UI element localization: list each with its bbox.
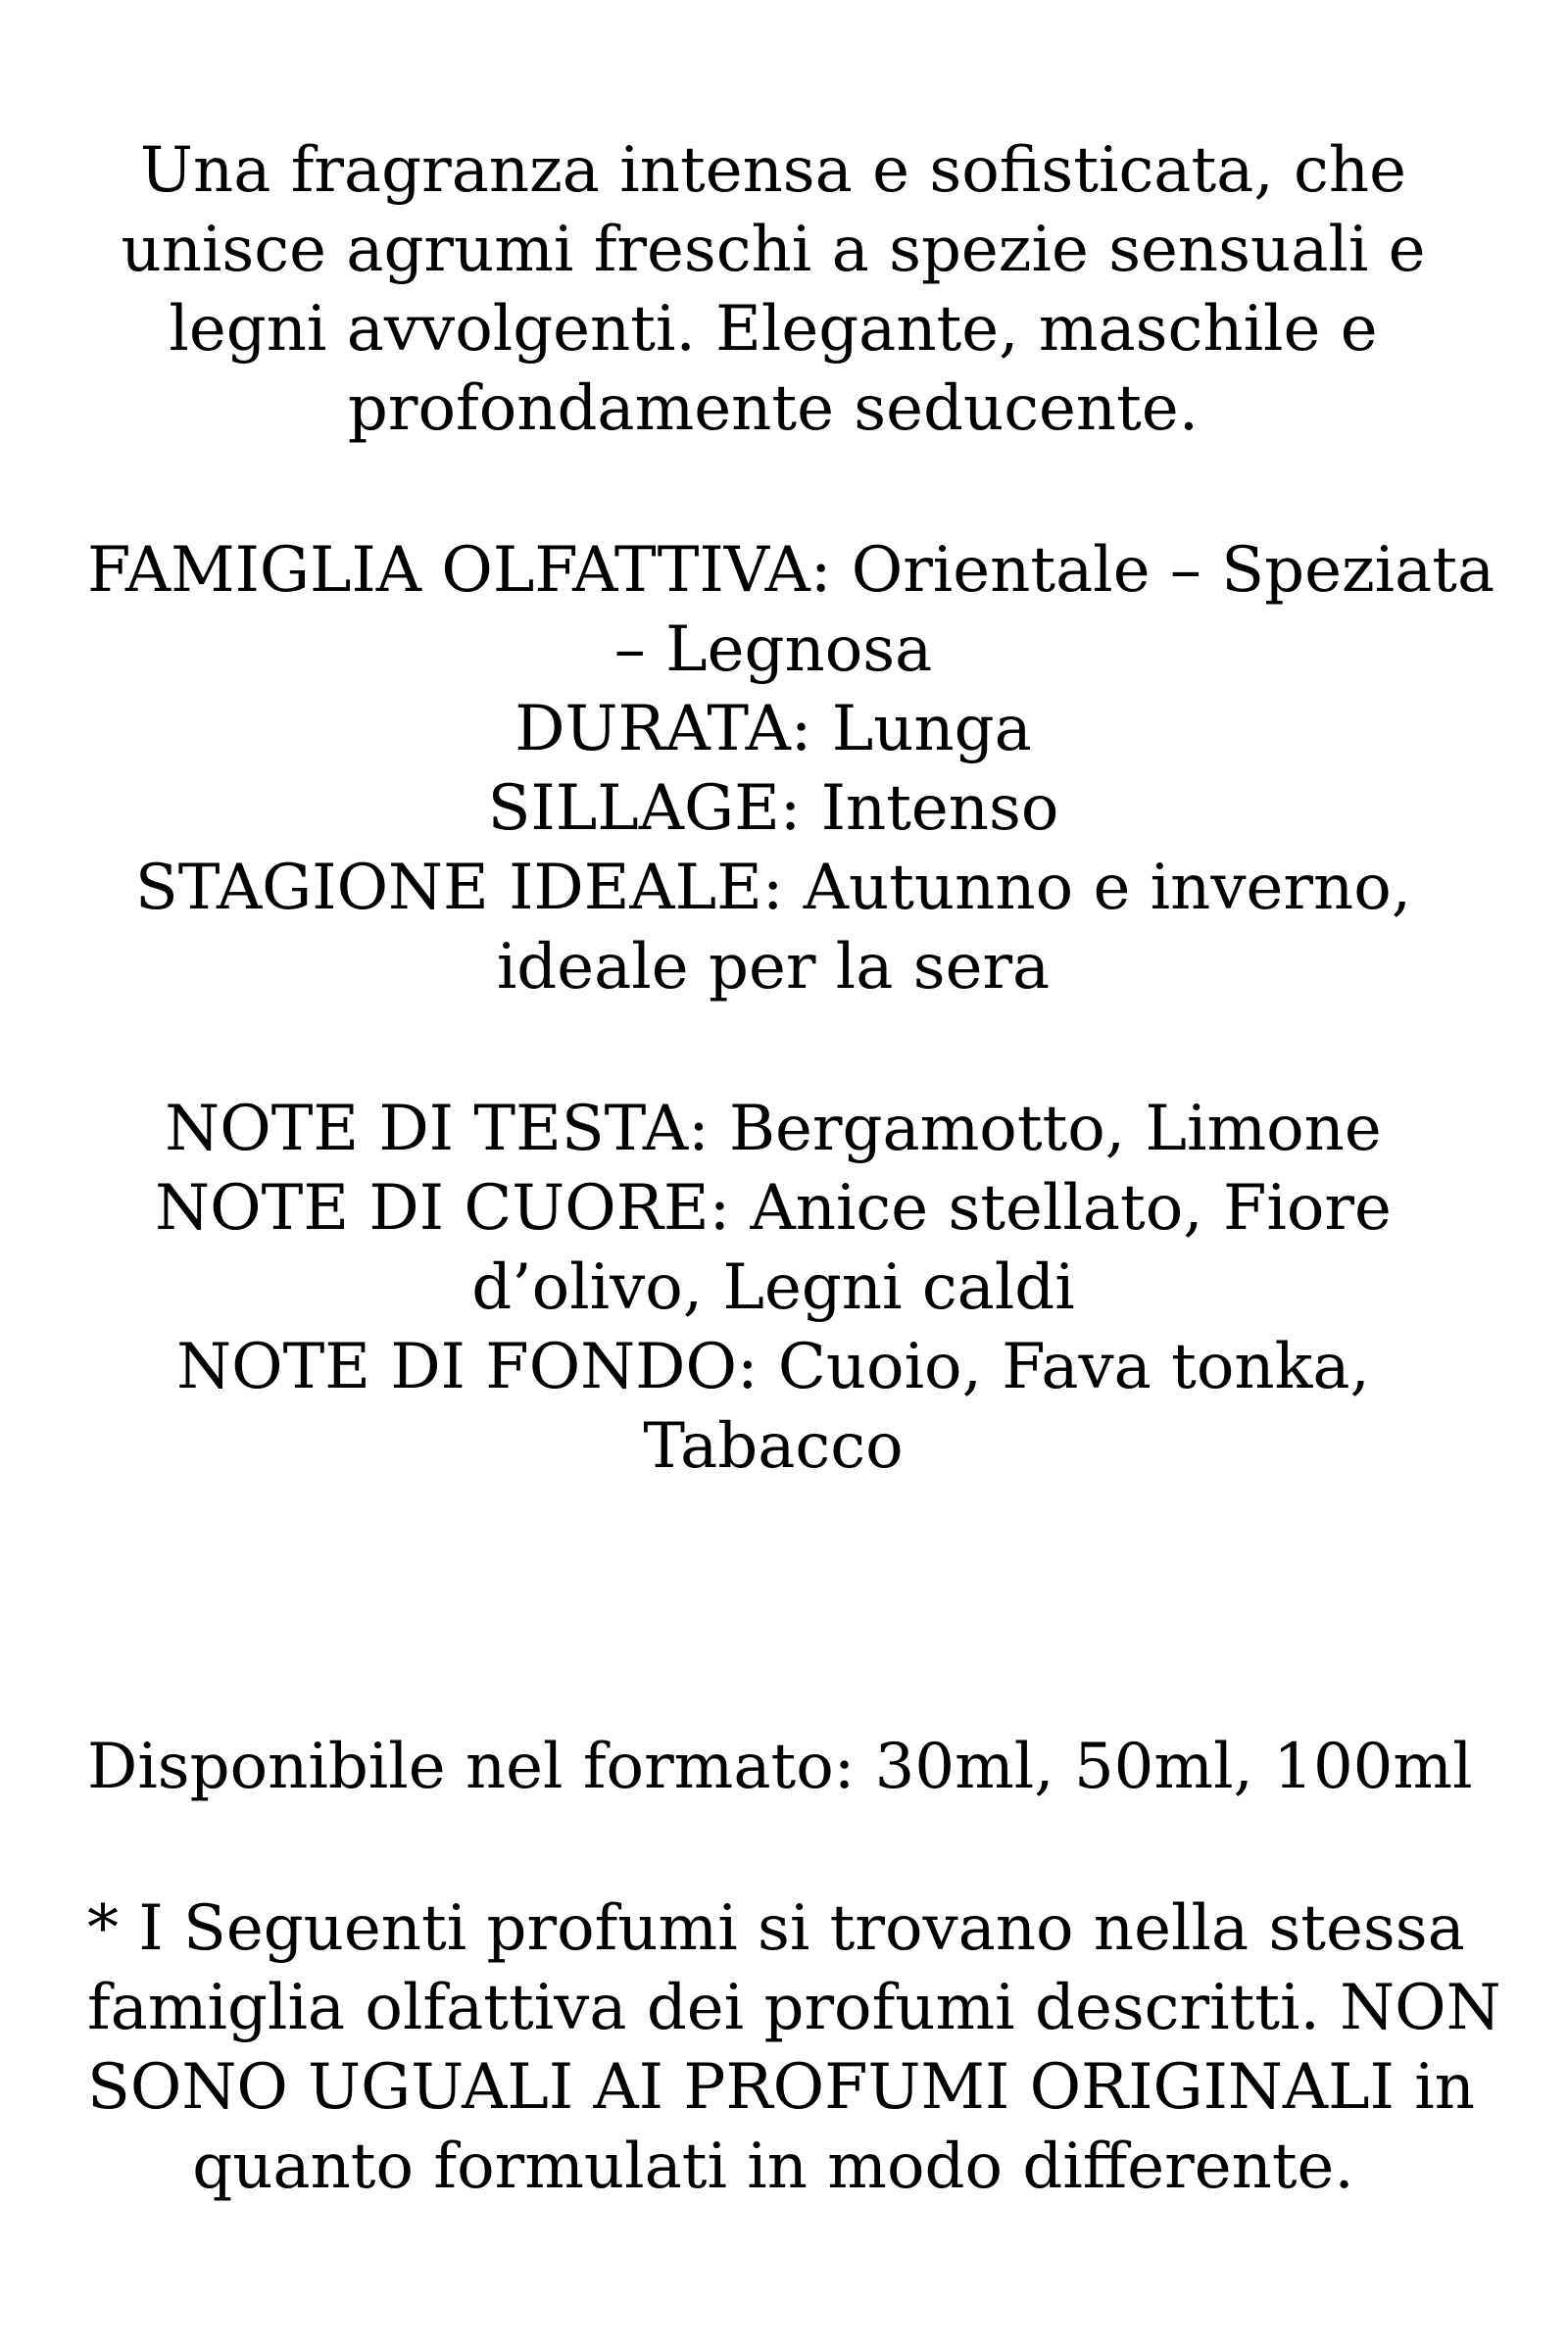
duration-line: DURATA: Lunga — [514, 693, 1032, 765]
top-notes-line: NOTE DI TESTA: Bergamotto, Limone — [165, 1093, 1382, 1165]
disclaimer-line: famiglia olfattiva dei profumi descritti. NON — [87, 1972, 1501, 2044]
text-line: Una fragranza intensa e sofisticata, che — [140, 134, 1406, 207]
olfactory-family-line: FAMIGLIA OLFATTIVA: Orientale – Speziata — [87, 534, 1495, 607]
disclaimer-line: quanto formulati in modo differente. — [192, 2131, 1354, 2203]
heart-notes-line: d’olivo, Legni caldi — [471, 1251, 1075, 1324]
text-line: unisce agrumi freschi a spezie sensuali e — [121, 214, 1426, 286]
text-line: profondamente seducente. — [347, 372, 1200, 445]
base-notes-line: Tabacco — [643, 1410, 904, 1483]
ideal-season-line: ideale per la sera — [496, 931, 1051, 1004]
formats-line: Disponibile nel formato: 30ml, 50ml, 100ml — [87, 1731, 1473, 1803]
text-line: legni avvolgenti. Elegante, maschile e — [169, 293, 1378, 366]
base-notes-line: NOTE DI FONDO: Cuoio, Fava tonka, — [176, 1331, 1370, 1403]
heart-notes-line: NOTE DI CUORE: Anice stellato, Fiore — [155, 1172, 1392, 1245]
fragrance-attributes — [87, 531, 1495, 1007]
product-description — [87, 0, 1501, 2207]
disclaimer-line: * I Seguenti profumi si trovano nella stessa — [87, 1892, 1465, 1965]
available-formats — [87, 1728, 1473, 1807]
intro-paragraph — [87, 131, 1459, 449]
fragrance-notes — [87, 1090, 1459, 1487]
ideal-season-line: STAGIONE IDEALE: Autunno e inverno, — [134, 852, 1412, 924]
olfactory-family-line: – Legnosa — [613, 613, 933, 686]
disclaimer-line: SONO UGUALI AI PROFUMI ORIGINALI in — [87, 2051, 1475, 2124]
disclaimer — [87, 1889, 1501, 2207]
sillage-line: SILLAGE: Intenso — [487, 772, 1059, 845]
